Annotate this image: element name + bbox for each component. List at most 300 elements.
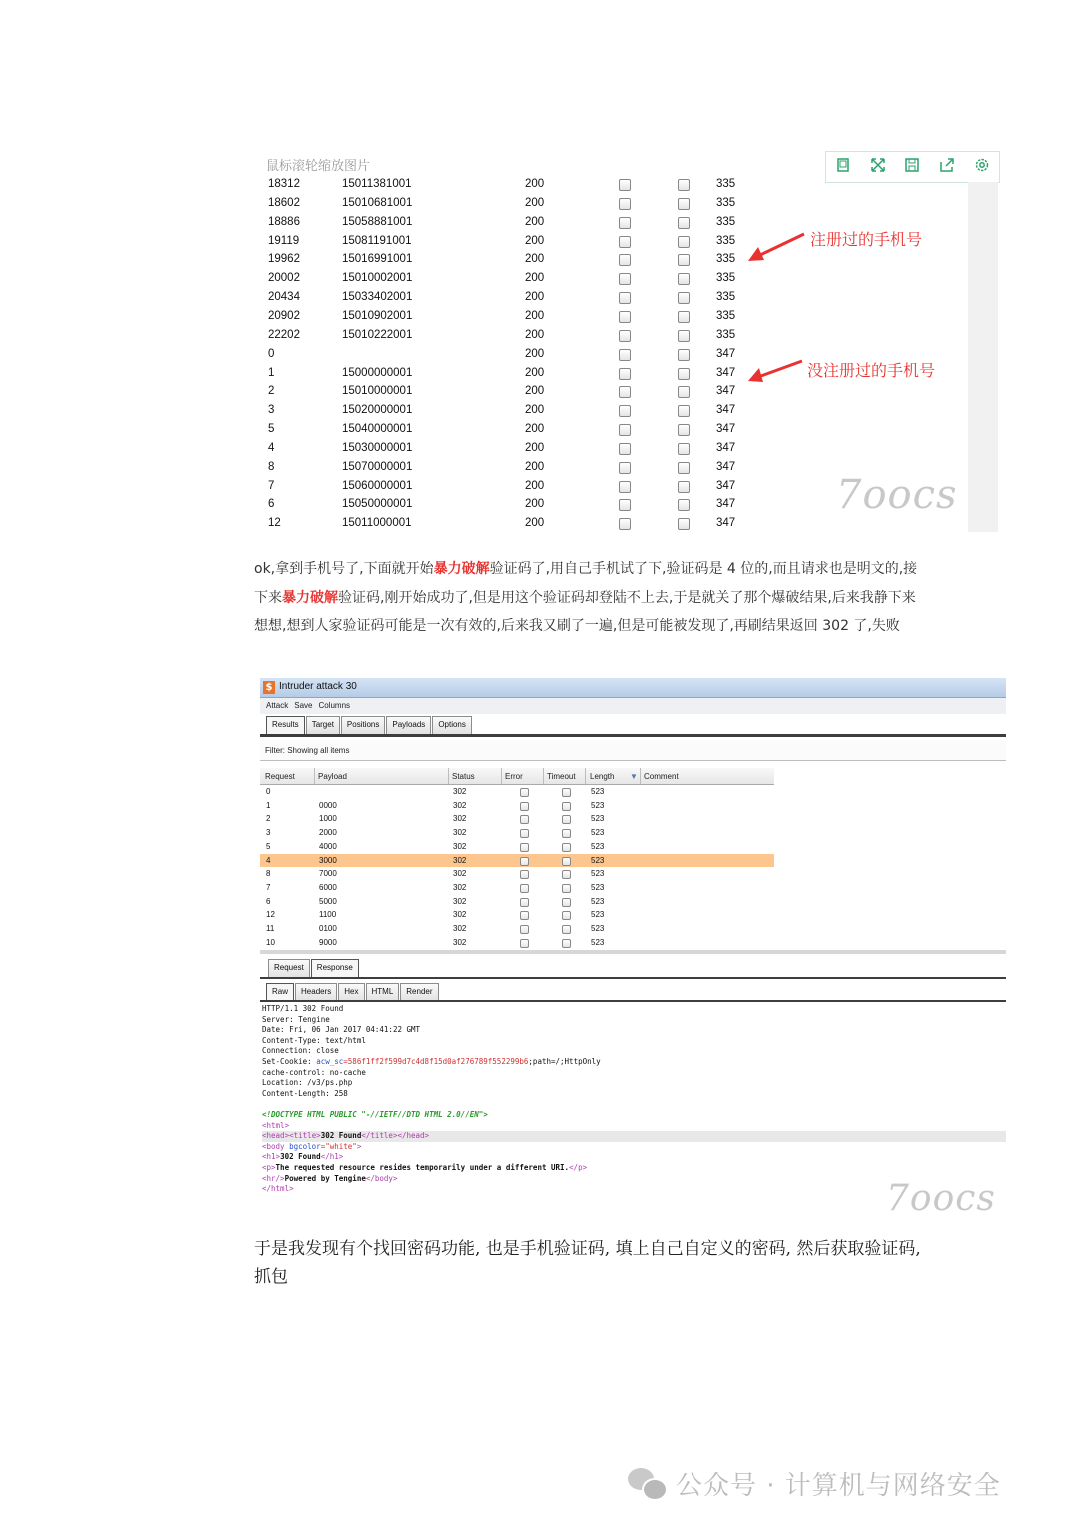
table-row (258, 176, 748, 195)
table-row[interactable] (260, 785, 774, 799)
cell-status: 200 (525, 460, 545, 473)
menu-save[interactable]: Save (294, 701, 313, 710)
tab-divider (260, 977, 1006, 979)
burp-intruder-window (260, 678, 1006, 1218)
hr-tag: <hr/> (262, 1173, 285, 1183)
table-row (258, 195, 748, 214)
h1-open: <h1> (262, 1152, 281, 1162)
cell-payload: 15060000001 (342, 479, 413, 492)
response-line: cache-control: no-cache (262, 1067, 366, 1077)
timeout-checkbox[interactable] (562, 802, 571, 811)
error-checkbox[interactable] (520, 939, 529, 948)
response-body[interactable] (262, 1004, 1006, 1195)
timeout-checkbox[interactable] (562, 870, 571, 879)
paragraph-2: 于是我发现有个找回密码功能, 也是手机验证码, 填上自己自定义的密码, 然后获取验证码, 抓包 (254, 1239, 921, 1287)
cookie-name: acw_sc (316, 1056, 344, 1066)
tab-results[interactable]: Results (266, 716, 305, 734)
cell-request: 20902 (268, 309, 300, 322)
timeout-checkbox[interactable] (562, 898, 571, 907)
sort-desc-icon: ▼ (630, 772, 638, 781)
cell-request: 7 (266, 882, 271, 892)
error-checkbox[interactable] (520, 802, 529, 811)
timeout-checkbox[interactable] (562, 911, 571, 920)
col-request[interactable]: Request (265, 772, 295, 781)
cell-length: 335 (716, 234, 736, 247)
timeout-checkbox[interactable] (678, 179, 690, 191)
timeout-checkbox[interactable] (678, 499, 690, 511)
main-tabs (266, 716, 473, 734)
cell-length: 335 (716, 178, 736, 190)
paragraph-1 (254, 555, 919, 641)
cell-status: 302 (453, 937, 467, 947)
cell-payload: 1000 (319, 814, 337, 824)
p-close: </p> (569, 1162, 588, 1172)
cell-length: 347 (716, 441, 736, 454)
cell-request: 4 (268, 441, 275, 454)
tab-raw[interactable]: Raw (266, 983, 294, 1001)
cell-length: 347 (716, 385, 736, 398)
error-checkbox[interactable] (520, 843, 529, 852)
cell-length: 523 (591, 896, 605, 906)
response-line: Location: /v3/ps.php (262, 1078, 353, 1088)
timeout-checkbox[interactable] (678, 254, 690, 266)
cell-request: 2 (266, 814, 271, 824)
html-p-line (262, 1163, 1006, 1174)
body-close: </body> (365, 1173, 398, 1183)
table-row (258, 421, 748, 440)
cell-payload: 0100 (319, 924, 337, 933)
para1-highlight-2: 暴力破解 (282, 589, 338, 606)
html-body-line (262, 1142, 1006, 1153)
col-status[interactable]: Status (452, 772, 475, 781)
share-icon[interactable] (937, 157, 957, 177)
cell-request: 2 (268, 385, 275, 398)
filter-label: Filter: Showing all items (265, 746, 350, 755)
expand-icon[interactable] (868, 157, 888, 177)
table-row[interactable] (260, 826, 774, 840)
cell-request: 8 (266, 869, 271, 879)
cell-length: 523 (591, 800, 605, 810)
error-checkbox[interactable] (520, 884, 529, 893)
table-row[interactable] (260, 908, 774, 922)
timeout-checkbox[interactable] (678, 424, 690, 436)
timeout-checkbox[interactable] (678, 330, 690, 342)
html-head-line (262, 1131, 1006, 1142)
cell-payload: 15020000001 (342, 404, 413, 417)
menu-columns[interactable]: Columns (318, 701, 351, 710)
col-separator (543, 768, 544, 784)
zoom-hint: 鼠标滚轮缩放图片 (266, 159, 371, 174)
cell-payload: 0000 (319, 800, 337, 810)
cell-length: 523 (591, 787, 605, 796)
tab-headers[interactable]: Headers (295, 983, 337, 1001)
cell-payload: 15050000001 (342, 498, 413, 511)
table-row[interactable] (260, 840, 774, 854)
cell-status: 200 (525, 423, 545, 436)
timeout-checkbox[interactable] (678, 236, 690, 248)
cell-request: 20002 (268, 272, 300, 285)
cell-payload: 15081191001 (342, 234, 412, 247)
h1-text: 302 Found (280, 1152, 321, 1162)
cell-request: 19119 (268, 234, 300, 247)
cookie-value: =586f1ff2f599d7c4d8f15d0af276789f552299b6 (343, 1056, 529, 1066)
cell-request: 1 (266, 800, 271, 810)
menu-bar (260, 698, 1006, 714)
response-line-cookie (262, 1057, 1006, 1068)
error-checkbox[interactable] (520, 788, 529, 797)
watermark-logo: 7oocs (886, 1178, 996, 1219)
cell-status: 302 (453, 910, 467, 920)
table-row (258, 308, 748, 327)
cell-length: 335 (716, 196, 736, 209)
timeout-checkbox[interactable] (562, 815, 571, 824)
cell-status: 200 (525, 234, 545, 247)
timeout-checkbox[interactable] (562, 925, 571, 934)
arrow-unregistered (746, 355, 806, 385)
cell-status: 200 (525, 291, 545, 304)
html-doctype: <!DOCTYPE HTML PUBLIC "-//IETF//DTD HTML 2.0//EN"> (262, 1109, 488, 1119)
col-separator (314, 768, 315, 784)
timeout-checkbox[interactable] (678, 349, 690, 361)
cell-request: 3 (266, 828, 271, 838)
cell-status: 200 (525, 498, 545, 511)
error-checkbox[interactable] (520, 857, 529, 866)
cell-length: 347 (716, 423, 736, 436)
table-row[interactable] (260, 867, 774, 881)
arrow-registered (746, 230, 806, 265)
cell-length: 347 (716, 347, 736, 360)
cell-payload: 15010681001 (342, 196, 413, 209)
timeout-checkbox[interactable] (562, 857, 571, 866)
error-checkbox[interactable] (619, 217, 631, 229)
table-row (258, 214, 748, 233)
annotation-unregistered: 没注册过的手机号 (807, 361, 936, 380)
error-checkbox[interactable] (520, 870, 529, 879)
error-checkbox[interactable] (619, 254, 631, 266)
cell-payload: 4000 (319, 841, 337, 851)
table-row[interactable] (260, 799, 774, 813)
table-row (258, 233, 748, 252)
cookie-label: Set-Cookie: (262, 1056, 317, 1066)
results-table-area (260, 768, 1006, 951)
cell-length: 523 (591, 924, 605, 933)
timeout-checkbox[interactable] (562, 788, 571, 797)
cell-length: 335 (716, 309, 736, 322)
table-row (258, 346, 748, 365)
html-open: <html> (262, 1120, 290, 1130)
col-separator (585, 768, 586, 784)
cell-status: 302 (453, 924, 467, 933)
cell-payload: 1100 (319, 910, 337, 920)
cell-request: 12 (266, 910, 275, 920)
table-row[interactable] (260, 854, 774, 868)
timeout-checkbox[interactable] (678, 405, 690, 417)
title-close: </title> (361, 1131, 398, 1141)
wechat-icon (628, 1466, 668, 1500)
scroll-strip (968, 182, 998, 532)
cell-status: 200 (525, 385, 545, 398)
table-row (258, 289, 748, 308)
tab-request[interactable]: Request (268, 959, 310, 977)
cell-payload: 15030000001 (342, 441, 413, 454)
response-line: HTTP/1.1 302 Found (262, 1004, 344, 1013)
cell-payload: 15010002001 (342, 272, 413, 285)
tab-payloads[interactable]: Payloads (386, 716, 431, 734)
menu-attack[interactable]: Attack (266, 701, 289, 710)
error-checkbox[interactable] (619, 311, 631, 323)
p-text: The requested resource resides temporarily under a different URI. (275, 1162, 570, 1172)
filter-bar[interactable] (260, 740, 1006, 761)
error-checkbox[interactable] (619, 349, 631, 361)
cell-status: 200 (525, 404, 545, 417)
cell-status: 302 (453, 896, 467, 906)
burp-logo-icon: $ (263, 681, 275, 694)
error-checkbox[interactable] (619, 179, 631, 191)
table-row (258, 515, 748, 534)
cell-payload: 15040000001 (342, 423, 413, 436)
cell-length: 335 (716, 253, 736, 266)
response-line: Content-Length: 258 (262, 1088, 348, 1098)
timeout-checkbox[interactable] (678, 273, 690, 285)
error-checkbox[interactable] (619, 443, 631, 455)
timeout-checkbox[interactable] (678, 217, 690, 229)
timeout-checkbox[interactable] (678, 481, 690, 493)
error-checkbox[interactable] (619, 499, 631, 511)
timeout-checkbox[interactable] (562, 939, 571, 948)
powered-text: Powered by Tengine (284, 1173, 366, 1183)
cell-payload: 5000 (319, 896, 337, 906)
cell-length: 347 (716, 366, 736, 379)
cell-payload: 15011000001 (342, 517, 412, 530)
cell-length: 347 (716, 404, 736, 417)
cell-status: 200 (525, 347, 545, 360)
cell-status: 200 (525, 215, 545, 228)
save-icon[interactable] (902, 157, 922, 177)
cell-status: 200 (525, 517, 545, 530)
cell-length: 523 (591, 910, 605, 920)
table-header (260, 768, 774, 785)
response-line: Content-Type: text/html (262, 1035, 366, 1045)
error-checkbox[interactable] (619, 236, 631, 248)
html-h1-line (262, 1152, 1006, 1163)
cell-request: 1 (268, 366, 275, 379)
table-row (258, 440, 748, 459)
col-error[interactable]: Error (505, 772, 523, 781)
error-checkbox[interactable] (619, 292, 631, 304)
tab-options[interactable]: Options (432, 716, 472, 734)
cell-payload: 6000 (319, 882, 337, 892)
head-open: <head> (262, 1131, 290, 1141)
timeout-checkbox[interactable] (678, 368, 690, 380)
cell-request: 7 (268, 479, 275, 492)
error-checkbox[interactable] (619, 198, 631, 210)
cell-request: 20434 (268, 291, 300, 304)
cell-payload: 15011381001 (342, 178, 412, 190)
cell-status: 200 (525, 479, 545, 492)
error-checkbox[interactable] (520, 815, 529, 824)
cell-length: 335 (716, 272, 736, 285)
copy-icon[interactable] (833, 157, 853, 177)
cell-payload: 15016991001 (342, 253, 413, 266)
timeout-checkbox[interactable] (562, 884, 571, 893)
cell-payload: 3000 (319, 855, 337, 865)
error-checkbox[interactable] (619, 405, 631, 417)
error-checkbox[interactable] (520, 829, 529, 838)
col-comment[interactable]: Comment (644, 772, 679, 781)
table-row[interactable] (260, 812, 774, 826)
col-separator (448, 768, 449, 784)
para1-text-1: ok,拿到手机号了,下面就开始 (254, 561, 434, 577)
response-line: Server: Tengine (262, 1014, 330, 1024)
cell-request: 18886 (268, 215, 300, 228)
pane-splitter[interactable] (260, 950, 1006, 954)
title-text: 302 Found (320, 1131, 362, 1141)
settings-icon[interactable] (972, 157, 992, 177)
timeout-checkbox[interactable] (678, 292, 690, 304)
col-separator (640, 768, 641, 784)
response-line: Date: Fri, 06 Jan 2017 04:41:22 GMT (262, 1025, 421, 1035)
error-checkbox[interactable] (619, 424, 631, 436)
timeout-checkbox[interactable] (678, 462, 690, 474)
cell-status: 200 (525, 309, 545, 322)
footer-text: 公众号 · 计算机与网络安全 (676, 1470, 1001, 1501)
results-screenshot (258, 150, 998, 535)
tab-divider (260, 734, 1006, 737)
request-response-tabs (268, 959, 360, 977)
tab-html[interactable]: HTML (366, 983, 400, 1001)
table-row (258, 496, 748, 515)
table-row (258, 327, 748, 346)
cookie-rest: ;path=/;HttpOnly (528, 1056, 601, 1066)
cell-status: 200 (525, 328, 545, 341)
error-checkbox[interactable] (520, 911, 529, 920)
title-open: <title> (289, 1131, 321, 1141)
cell-length: 335 (716, 328, 736, 341)
error-checkbox[interactable] (619, 330, 631, 342)
tab-hex[interactable]: Hex (338, 983, 364, 1001)
annotation-registered: 注册过的手机号 (810, 230, 923, 249)
cell-payload: 15070000001 (342, 460, 413, 473)
p-open: <p> (262, 1162, 276, 1172)
head-close: </head> (397, 1131, 430, 1141)
error-checkbox[interactable] (520, 898, 529, 907)
col-timeout[interactable]: Timeout (547, 772, 576, 781)
cell-status: 302 (453, 841, 467, 851)
table-row (258, 383, 748, 402)
response-blank (262, 1099, 1006, 1110)
timeout-checkbox[interactable] (678, 311, 690, 323)
error-checkbox[interactable] (619, 386, 631, 398)
timeout-checkbox[interactable] (678, 198, 690, 210)
cell-length: 523 (591, 937, 605, 947)
body-open: <body (262, 1141, 290, 1151)
cell-status: 302 (453, 828, 467, 838)
table-row[interactable] (260, 922, 774, 936)
cell-request: 19962 (268, 253, 300, 266)
cell-status: 302 (453, 869, 467, 879)
cell-request: 18312 (268, 178, 300, 190)
cell-length: 347 (716, 498, 736, 511)
table-row (258, 251, 748, 270)
table-row[interactable] (260, 936, 774, 950)
cell-request: 8 (268, 460, 275, 473)
cell-request: 18602 (268, 196, 300, 209)
tab-response[interactable]: Response (311, 959, 359, 977)
cell-length: 523 (591, 841, 605, 851)
body-val: ="white" (320, 1141, 357, 1151)
cell-status: 302 (453, 814, 467, 824)
timeout-checkbox[interactable] (678, 443, 690, 455)
view-tabs (266, 983, 440, 1001)
col-payload[interactable]: Payload (318, 772, 347, 781)
cell-request: 3 (268, 404, 275, 417)
error-checkbox[interactable] (619, 368, 631, 380)
error-checkbox[interactable] (619, 481, 631, 493)
timeout-checkbox[interactable] (678, 518, 690, 530)
cell-request: 22202 (268, 328, 300, 341)
timeout-checkbox[interactable] (562, 843, 571, 852)
cell-request: 5 (266, 841, 271, 851)
cell-status: 200 (525, 272, 545, 285)
cell-length: 523 (591, 828, 605, 838)
table-row[interactable] (260, 895, 774, 909)
cell-status: 200 (525, 253, 545, 266)
cell-request: 6 (266, 896, 271, 906)
error-checkbox[interactable] (520, 925, 529, 934)
cell-status: 200 (525, 441, 545, 454)
cell-payload: 15010902001 (342, 309, 413, 322)
cell-length: 347 (716, 460, 736, 473)
cell-request: 4 (266, 855, 271, 865)
cell-length: 523 (591, 882, 605, 892)
timeout-checkbox[interactable] (678, 386, 690, 398)
table-row (258, 270, 748, 289)
window-titlebar (260, 678, 1006, 698)
cell-length: 347 (716, 517, 736, 530)
cell-request: 11 (266, 924, 275, 933)
col-separator (501, 768, 502, 784)
tab-target[interactable]: Target (306, 716, 340, 734)
table-row (258, 402, 748, 421)
cell-payload: 15000000001 (342, 366, 413, 379)
tab-positions[interactable]: Positions (341, 716, 385, 734)
cell-payload: 2000 (319, 828, 337, 838)
timeout-checkbox[interactable] (562, 829, 571, 838)
error-checkbox[interactable] (619, 273, 631, 285)
cell-request: 0 (266, 787, 271, 796)
cell-payload: 9000 (319, 937, 337, 947)
response-line: Connection: close (262, 1046, 339, 1056)
error-checkbox[interactable] (619, 462, 631, 474)
cell-status: 302 (453, 882, 467, 892)
body-gt: > (356, 1141, 362, 1151)
cell-request: 0 (268, 347, 275, 360)
cell-request: 6 (268, 498, 275, 511)
cell-status: 302 (453, 855, 467, 865)
table-row (258, 478, 748, 497)
image-toolbar (825, 151, 1000, 183)
tab-divider (260, 1000, 1006, 1002)
error-checkbox[interactable] (619, 518, 631, 530)
table-row[interactable] (260, 881, 774, 895)
cell-request: 12 (268, 517, 281, 530)
tab-render[interactable]: Render (400, 983, 438, 1001)
cell-length: 523 (591, 814, 605, 824)
cell-request: 10 (266, 937, 275, 947)
table-row (258, 365, 748, 384)
cell-status: 302 (453, 800, 467, 810)
col-length[interactable]: Length (590, 772, 615, 781)
